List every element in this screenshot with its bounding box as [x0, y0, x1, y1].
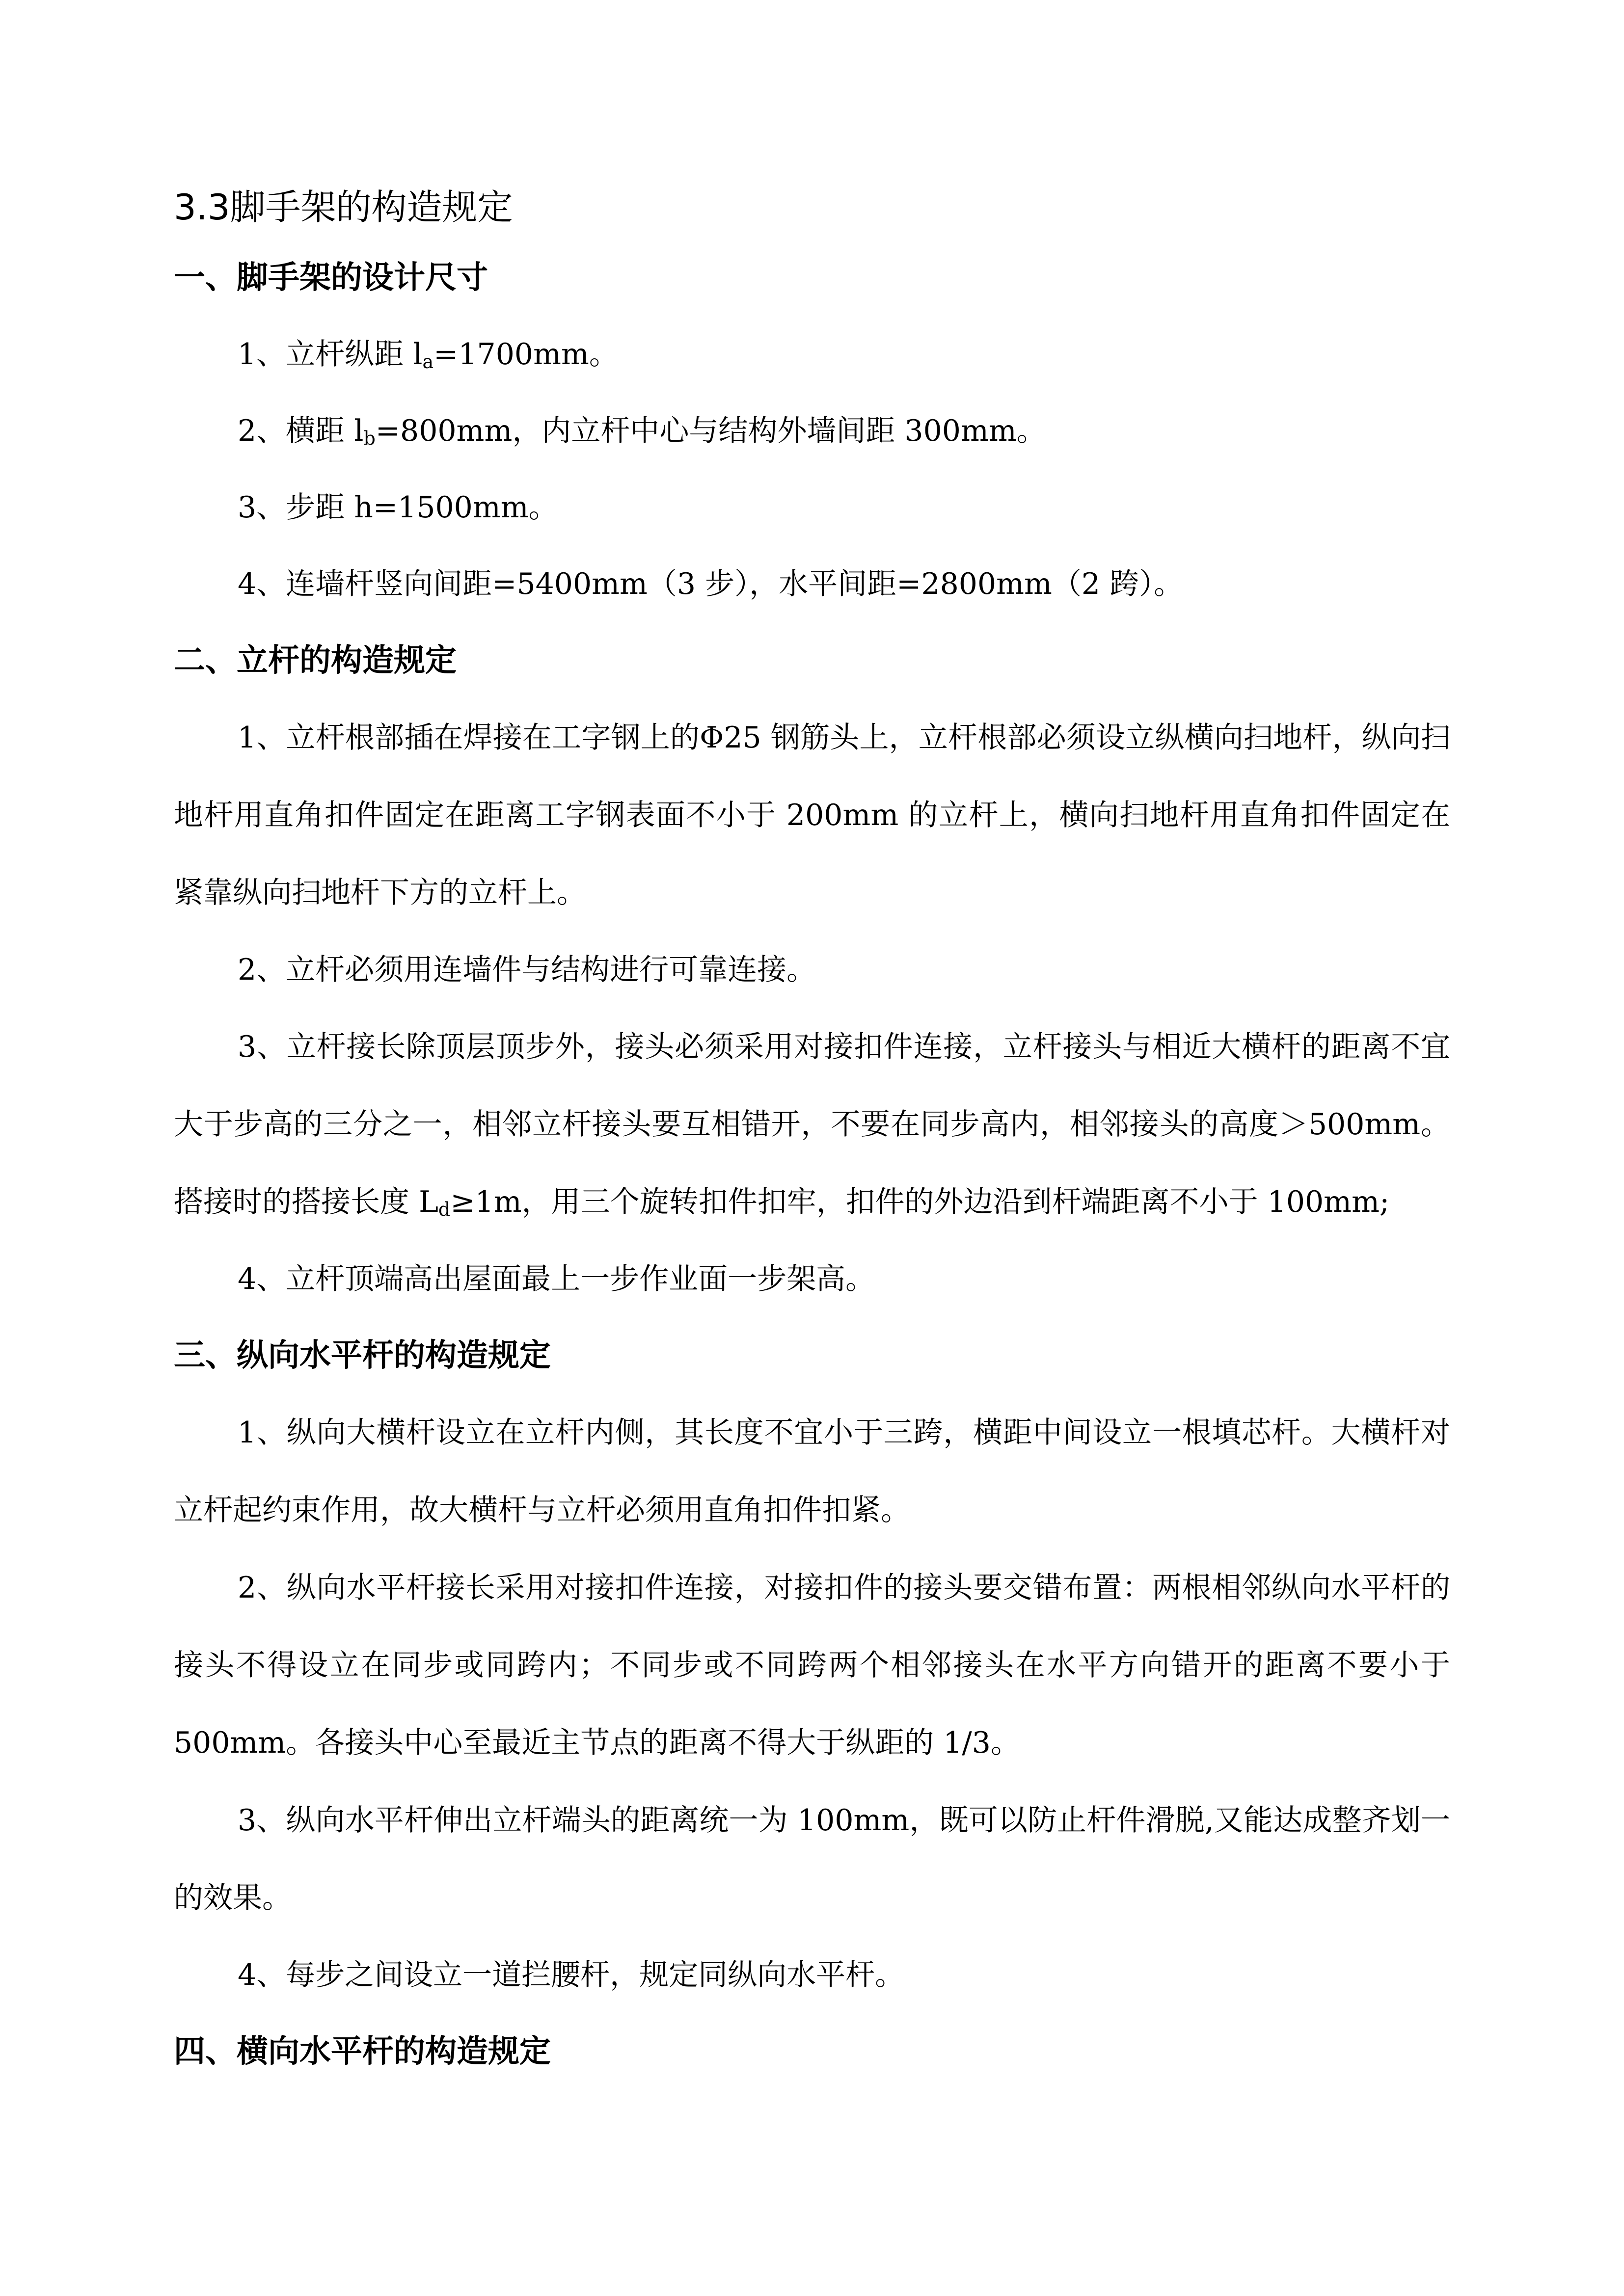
page-title: 3.3脚手架的构造规定 — [174, 187, 513, 228]
paragraph-3-4: 4、每步之间设立一道拦腰杆，规定同纵向水平杆。 — [238, 1958, 905, 1992]
document-body — [174, 183, 1450, 2105]
paragraph-1-1: 1、立杆纵距 $l_a=1700mm$。 — [238, 337, 619, 373]
paragraph-1-2: 2、横距 $l_b=800mm$，内立杆中心与结构外墙间距 300mm。 — [238, 414, 1046, 449]
paragraph-2-3: 3、立杆接长除顶层顶步外，接头必须采用对接扣件连接，立杆接头与相近大横杆的距离不宜大于步高的三分之一，相邻立杆接头要互相错开，不要在同步高内，相邻接头的高度＞500mm。搭接时的搭接长度 $L_d\ge 1m$，用三个旋转扣件扣牢，扣件的外边沿到杆端距离不小于 100mm; — [174, 1030, 1450, 1220]
paragraph-2-2: 2、立杆必须用连墙件与结构进行可靠连接。 — [238, 953, 816, 987]
paragraph-2-1: 1、立杆根部插在焊接在工字钢上的Φ25 钢筋头上，立杆根部必须设立纵横向扫地杆，纵向扫地杆用直角扣件固定在距离工字钢表面不小于 200mm 的立杆上，横向扫地杆用直角扣件固定在紧靠纵向扫地杆下方的立杆上。 — [174, 721, 1450, 910]
paragraph-3-2: 2、纵向水平杆接长采用对接扣件连接，对接扣件的接头要交错布置：两根相邻纵向水平杆的接头不得设立在同步或同跨内；不同步或不同跨两个相邻接头在水平方向错开的距离不要小于 500mm。各接头中心至最近主节点的距离不得大于纵距的 1/3。 — [174, 1571, 1450, 1760]
paragraph-1-3: 3、步距 h=1500mm。 — [238, 490, 558, 525]
section-heading-1: 一、脚手架的设计尺寸 — [174, 260, 488, 296]
paragraph-3-3: 3、纵向水平杆伸出立杆端头的距离统一为 100mm，既可以防止杆件滑脱,又能达成整齐划一的效果。 — [174, 1803, 1450, 1915]
paragraph-3-1: 1、纵向大横杆设立在立杆内侧，其长度不宜小于三跨，横距中间设立一根填芯杆。大横杆对立杆起约束作用，故大横杆与立杆必须用直角扣件扣紧。 — [174, 1415, 1450, 1527]
section-heading-4: 四、横向水平杆的构造规定 — [174, 2033, 551, 2070]
paragraph-1-4: 4、连墙杆竖向间距=5400mm（3 步），水平间距=2800mm（2 跨）。 — [238, 567, 1184, 601]
section-heading-2: 二、立杆的构造规定 — [174, 642, 457, 679]
paragraph-2-4: 4、立杆顶端高出屋面最上一步作业面一步架高。 — [238, 1262, 875, 1296]
section-heading-3: 三、纵向水平杆的构造规定 — [174, 1337, 551, 1374]
